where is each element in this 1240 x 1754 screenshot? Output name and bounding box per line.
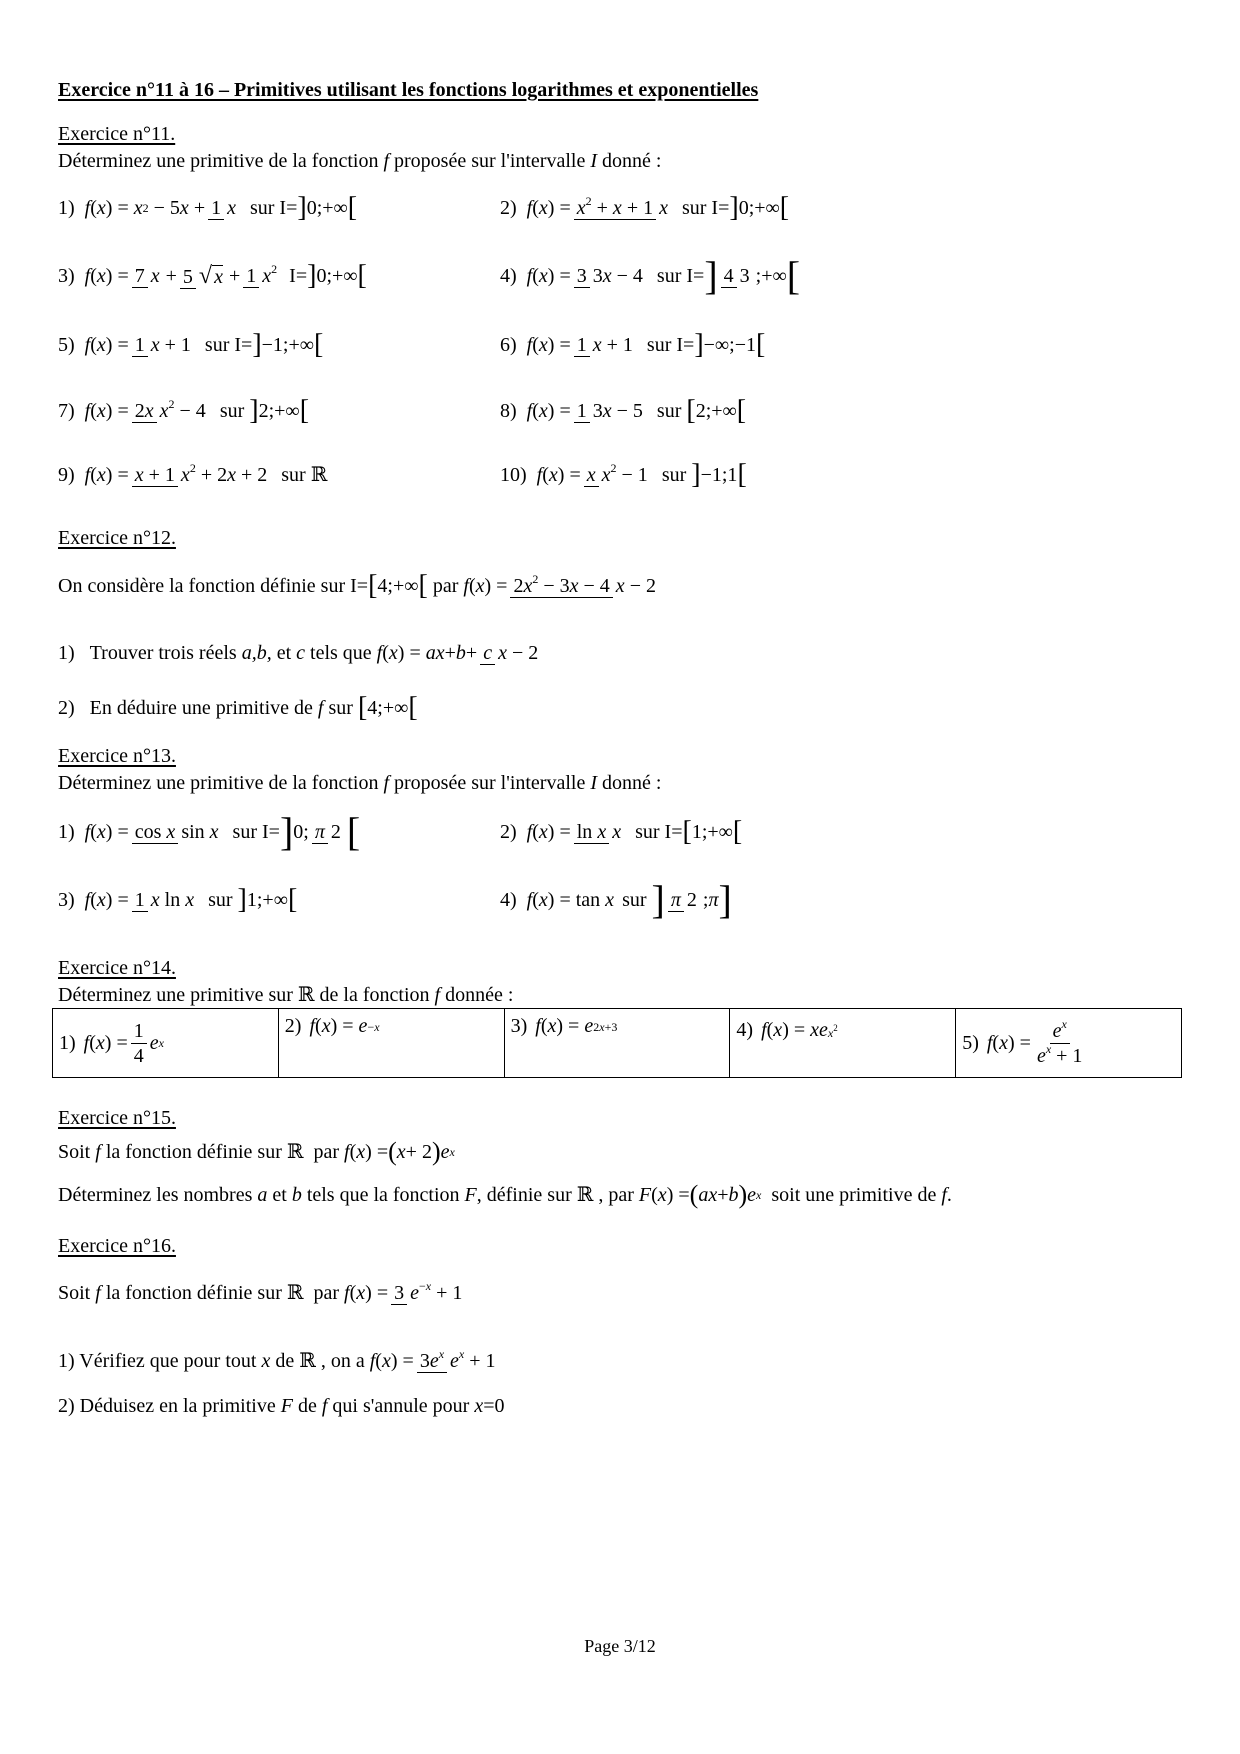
ex11-item-1: 1) f ( x ) = x 2 − 5 x + 1 x sur I= ] 0;+∞ [ — [58, 192, 358, 223]
ex11-item-4: 4) f ( x ) = 3 3x − 4 sur I= ] 4 3 ;+∞ [ — [500, 253, 801, 298]
ex11-item-8: 8) f ( x ) = 1 3x − 5 sur [ 2;+∞ [ — [500, 395, 747, 426]
ex14-instruction: Déterminez une primitive sur ℝ de la fonction f donnée : — [58, 984, 514, 1006]
ex15-line2: Déterminez les nombres a et b tels que la fonction F, définie sur ℝ , par F ( x ) = ( ax + b ) e x soit une primitive de f. — [58, 1180, 952, 1209]
ex14-cell-1: 1) f ( x ) = 1 4 e x — [53, 1009, 279, 1078]
ex16-q1: 1) Vérifiez que pour tout x de ℝ , on a f ( x ) = $3e^x$ $e^x + 1$ — [58, 1347, 496, 1372]
ex12-heading: Exercice n°12. — [58, 527, 176, 549]
ex14-cell-4: 4) f ( x ) = xe $x^2$ — [730, 1009, 956, 1078]
ex12-intro: On considère la fonction définie sur I= [ 4;+∞ [ par f ( x ) = $2x^2 - 3x - 4$ x − 2 — [58, 570, 656, 601]
ex12-q2: 2) En déduire une primitive de f sur [ 4;+∞ [ — [58, 692, 418, 723]
ex11-item-7: 7) f ( x ) = 2x $x^2 - 4$ sur ] 2;+∞ [ — [58, 395, 310, 426]
ex13-item-4: 4) f ( x ) = tan x sur ] π 2 ; π ] — [500, 877, 732, 922]
ex14-cell-5: 5) f ( x ) = $e^x$ $e^x + 1$ — [956, 1009, 1182, 1078]
ex11-item-9: 9) f ( x ) = x + 1 $x^2 + 2x + 2$ sur ℝ — [58, 461, 328, 486]
ex11-item-3: 3) f ( x ) = 7 x + 5 √ x + 1 $x^2$ I= ] 0;+∞ [ — [58, 260, 367, 291]
ex11-item-6: 6) f ( x ) = 1 x + 1 sur I= ] −∞;−1 [ — [500, 329, 766, 360]
ex13-item-3: 3) f ( x ) = 1 x ln x sur ] 1;+∞ [ — [58, 884, 298, 915]
ex14-table — [52, 1008, 1182, 1078]
ex14-heading: Exercice n°14. — [58, 957, 176, 979]
ex13-item-1: 1) f ( x ) = cos x sin x sur I= ] 0; π 2 [ — [58, 809, 361, 854]
page-number: Page 3/12 — [584, 1636, 656, 1656]
ex14-cell-3: 3) f ( x ) = e 2x+3 — [504, 1009, 730, 1078]
ex13-instruction: Déterminez une primitive de la fonction f proposée sur l'intervalle I donné : — [58, 772, 662, 794]
ex11-item-5: 5) f ( x ) = 1 x + 1 sur I= ] −1;+∞ [ — [58, 329, 324, 360]
ex11-instruction: Déterminez une primitive de la fonction f proposée sur l'intervalle I donné : — [58, 150, 662, 172]
ex13-item-2: 2) f ( x ) = ln x x sur I= [ 1;+∞ [ — [500, 816, 743, 847]
ex16-line1: Soit f la fonction définie sur ℝ par f ( x ) = 3 $e^{-x} + 1$ — [58, 1279, 463, 1304]
ex15-heading: Exercice n°15. — [58, 1107, 176, 1129]
ex14-cell-2: 2) f ( x ) = e −x — [278, 1009, 504, 1078]
ex15-line1: Soit f la fonction définie sur ℝ par f ( x ) = ( x + 2 ) e x — [58, 1137, 455, 1166]
ex16-heading: Exercice n°16. — [58, 1235, 176, 1257]
ex16-q2: 2) Déduisez en la primitive F de f qui s'annule pour x=0 — [58, 1395, 505, 1417]
ex13-heading: Exercice n°13. — [58, 745, 176, 767]
ex11-item-2: 2) f ( x ) = $x^2 + x + 1$ x sur I= ] 0;+∞ [ — [500, 192, 790, 223]
ex12-q1: 1) Trouver trois réels a,b, et c tels que f ( x ) = ax + b + c x − 2 — [58, 642, 539, 664]
ex11-heading: Exercice n°11. — [58, 123, 176, 145]
ex11-item-10: 10) f ( x ) = x $x^2 - 1$ sur ] −1;1 [ — [500, 459, 747, 490]
document-title: Exercice n°11 à 16 – Primitives utilisant les fonctions logarithmes et exponentielles — [58, 79, 759, 101]
